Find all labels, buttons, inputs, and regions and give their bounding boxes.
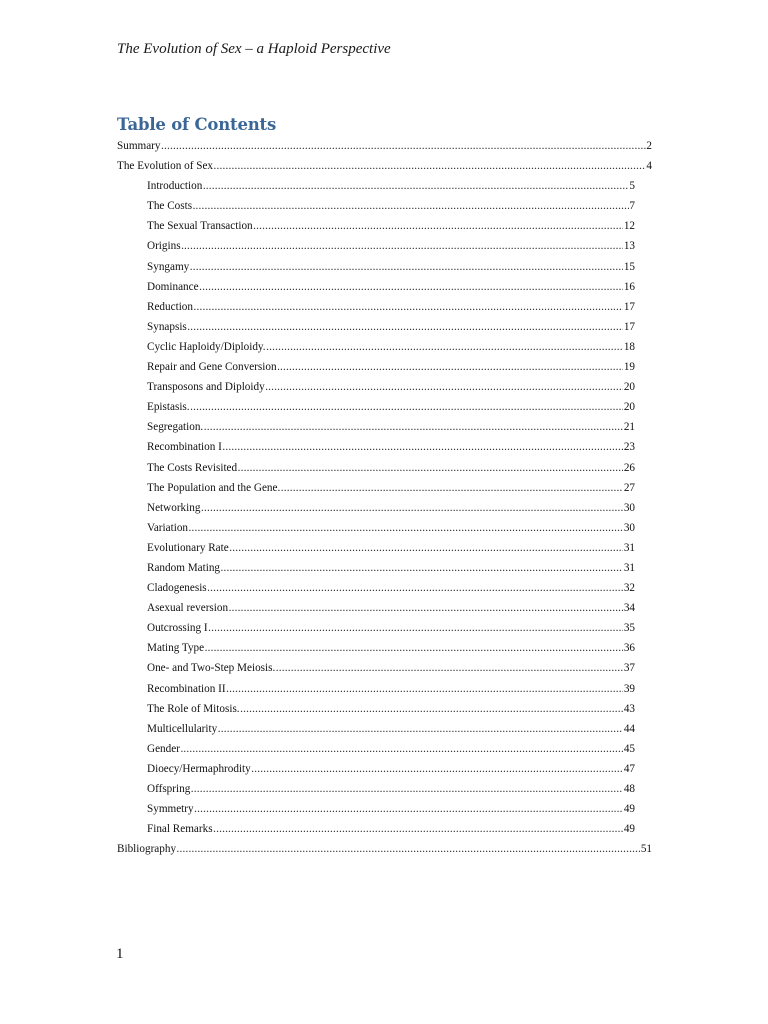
toc-dot-leader xyxy=(266,337,623,357)
toc-entry-label[interactable]: Summary xyxy=(117,140,161,152)
toc-entry-label[interactable]: Evolutionary Rate xyxy=(147,541,229,554)
toc-entry-page-number[interactable]: 12 xyxy=(623,220,635,233)
toc-dot-leader xyxy=(177,839,641,859)
toc-entry-page-number[interactable]: 20 xyxy=(623,381,635,394)
toc-entry[interactable] xyxy=(117,759,652,779)
toc-entry[interactable] xyxy=(117,719,652,739)
toc-entry-page-number[interactable]: 32 xyxy=(623,582,635,595)
toc-dot-leader xyxy=(201,498,623,518)
toc-entry-page-number[interactable]: 51 xyxy=(640,843,652,856)
toc-dot-leader xyxy=(181,236,623,256)
toc-entry-page-number[interactable]: 47 xyxy=(623,762,635,775)
toc-entry-page-number[interactable]: 4 xyxy=(646,160,652,173)
toc-dot-leader xyxy=(213,819,623,839)
toc-entry-page-number[interactable]: 20 xyxy=(623,401,635,414)
toc-entry[interactable] xyxy=(117,136,652,156)
toc-entry[interactable] xyxy=(117,558,652,578)
toc-entry-page-number[interactable]: 45 xyxy=(623,742,635,755)
toc-entry-page-number[interactable]: 17 xyxy=(623,300,635,313)
toc-dot-leader xyxy=(229,598,624,618)
toc-dot-leader xyxy=(161,136,646,156)
toc-dot-leader xyxy=(238,458,624,478)
toc-dot-leader xyxy=(281,478,624,498)
toc-dot-leader xyxy=(222,437,623,457)
toc-entry-page-number[interactable]: 23 xyxy=(623,441,635,454)
toc-entry-page-number[interactable]: 30 xyxy=(623,521,635,534)
toc-entry-page-number[interactable]: 26 xyxy=(623,461,635,474)
toc-entry[interactable] xyxy=(117,337,652,357)
toc-entry-label[interactable]: Recombination I xyxy=(147,441,222,454)
toc-entry[interactable] xyxy=(117,578,652,598)
toc-dot-leader xyxy=(221,558,624,578)
toc-entry[interactable] xyxy=(117,156,652,176)
toc-entry-label[interactable]: Mating Type xyxy=(147,642,205,655)
toc-entry-page-number[interactable]: 31 xyxy=(623,541,635,554)
toc-entry-label[interactable]: One- and Two-Step Meiosis. xyxy=(147,662,276,675)
toc-entry-label[interactable]: Reduction xyxy=(147,300,193,313)
toc-entry-page-number[interactable]: 44 xyxy=(623,722,635,735)
toc-entry[interactable] xyxy=(117,397,652,417)
toc-dot-leader xyxy=(240,699,623,719)
toc-entry[interactable] xyxy=(117,196,652,216)
toc-entry-label[interactable]: The Population and the Gene. xyxy=(147,481,281,494)
toc-entry-page-number[interactable]: 35 xyxy=(623,622,635,635)
toc-entry[interactable] xyxy=(117,417,652,437)
toc-entry[interactable] xyxy=(117,377,652,397)
toc-entry-label[interactable]: Cladogenesis xyxy=(147,582,207,595)
toc-dot-leader xyxy=(218,719,624,739)
toc-entry[interactable] xyxy=(117,598,652,618)
toc-title: Table of Contents xyxy=(117,115,277,134)
toc-dot-leader xyxy=(190,397,623,417)
toc-entry-page-number[interactable]: 19 xyxy=(623,361,635,374)
toc-entry-label[interactable]: Repair and Gene Conversion xyxy=(147,361,277,374)
toc-entry-label[interactable]: Random Mating xyxy=(147,561,221,574)
toc-entry[interactable] xyxy=(117,839,652,859)
toc-entry-page-number[interactable]: 48 xyxy=(623,783,635,795)
toc-dot-leader xyxy=(208,618,623,638)
toc-entry-label[interactable]: The Sexual Transaction xyxy=(147,220,253,233)
toc-entry-label[interactable]: Outcrossing I xyxy=(147,622,208,635)
toc-entry[interactable] xyxy=(117,236,652,256)
toc-entry-label[interactable]: Asexual reversion xyxy=(147,602,229,615)
toc-entry[interactable] xyxy=(117,478,652,498)
toc-entry-label[interactable]: Introduction xyxy=(147,180,203,193)
toc-entry-page-number[interactable]: 18 xyxy=(623,340,635,353)
toc-dot-leader xyxy=(276,658,624,678)
toc-entry-label[interactable]: Epistasis. xyxy=(147,401,190,414)
toc-dot-leader xyxy=(194,799,623,819)
toc-entry-page-number[interactable]: 37 xyxy=(623,662,635,675)
toc-dot-leader xyxy=(205,638,624,658)
toc-dot-leader xyxy=(251,759,623,779)
toc-entry[interactable] xyxy=(117,498,652,518)
toc-entry-page-number[interactable]: 30 xyxy=(623,501,635,514)
toc-dot-leader xyxy=(187,317,623,337)
toc-entry-label[interactable]: Networking xyxy=(147,501,201,514)
toc-dot-leader xyxy=(204,417,624,437)
toc-entry-label[interactable]: The Role of Mitosis. xyxy=(147,702,240,715)
toc-entry-label[interactable]: The Costs xyxy=(147,200,193,213)
toc-entry-page-number[interactable]: 2 xyxy=(646,140,652,152)
toc-entry-page-number[interactable]: 7 xyxy=(629,200,635,213)
toc-entry-label[interactable]: The Costs Revisited xyxy=(147,461,238,474)
toc-entry-label[interactable]: Origins xyxy=(147,240,181,253)
toc-dot-leader xyxy=(207,578,623,598)
toc-entry-label[interactable]: Bibliography xyxy=(117,843,177,856)
toc-entry-label[interactable]: Transposons and Diploidy xyxy=(147,381,265,394)
toc-entry[interactable] xyxy=(117,638,652,658)
toc-entry-label[interactable]: Offspring xyxy=(147,783,191,795)
toc-entry[interactable] xyxy=(117,658,652,678)
toc-entry-page-number[interactable]: 16 xyxy=(623,280,635,293)
toc-entry[interactable] xyxy=(117,357,652,377)
toc-dot-leader xyxy=(229,538,623,558)
toc-dot-leader xyxy=(277,357,623,377)
toc-entry-page-number[interactable]: 49 xyxy=(623,823,635,836)
toc-entry-label[interactable]: Symmetry xyxy=(147,803,194,816)
toc-entry-label[interactable]: Variation xyxy=(147,521,189,534)
toc-entry[interactable] xyxy=(117,458,652,478)
toc-entry-label[interactable]: Recombination II xyxy=(147,682,226,695)
toc-entry-page-number[interactable]: 27 xyxy=(623,481,635,494)
toc-dot-leader xyxy=(203,176,629,196)
toc-entry-page-number[interactable]: 5 xyxy=(629,180,635,193)
running-header: The Evolution of Sex – a Haploid Perspective xyxy=(117,41,391,57)
toc-entry-page-number[interactable]: 31 xyxy=(623,561,635,574)
toc-dot-leader xyxy=(265,377,623,397)
toc-entry[interactable] xyxy=(117,257,652,277)
toc-entry-label[interactable]: The Evolution of Sex xyxy=(117,160,214,173)
toc-entry-page-number[interactable]: 36 xyxy=(623,642,635,655)
toc-entry[interactable] xyxy=(117,739,652,759)
toc-list xyxy=(117,136,652,859)
toc-entry[interactable] xyxy=(117,176,652,196)
toc-entry-page-number[interactable]: 49 xyxy=(623,803,635,816)
toc-dot-leader xyxy=(190,257,624,277)
toc-entry[interactable] xyxy=(117,779,652,799)
toc-entry[interactable] xyxy=(117,216,652,236)
toc-entry-page-number[interactable]: 17 xyxy=(623,320,635,333)
toc-entry-page-number[interactable]: 43 xyxy=(623,702,635,715)
toc-dot-leader xyxy=(189,518,624,538)
toc-dot-leader xyxy=(253,216,623,236)
toc-entry-label[interactable]: Dominance xyxy=(147,280,199,293)
toc-entry-page-number[interactable]: 13 xyxy=(623,240,635,253)
toc-entry-label[interactable]: Synapsis xyxy=(147,320,187,333)
toc-entry-page-number[interactable]: 39 xyxy=(623,682,635,695)
toc-entry-label[interactable]: Segregation. xyxy=(147,421,204,434)
toc-dot-leader xyxy=(199,277,623,297)
toc-entry-label[interactable]: Final Remarks xyxy=(147,823,213,836)
toc-entry[interactable] xyxy=(117,819,652,839)
toc-entry-label[interactable]: Cyclic Haploidy/Diploidy. xyxy=(147,340,266,353)
toc-dot-leader xyxy=(214,156,646,176)
toc-entry[interactable] xyxy=(117,799,652,819)
toc-entry[interactable] xyxy=(117,699,652,719)
toc-entry-page-number[interactable]: 34 xyxy=(623,602,635,615)
toc-dot-leader xyxy=(193,196,629,216)
toc-entry[interactable] xyxy=(117,518,652,538)
toc-entry[interactable] xyxy=(117,317,652,337)
toc-entry-label[interactable]: Gender xyxy=(147,742,180,755)
toc-dot-leader xyxy=(180,739,623,759)
toc-entry[interactable] xyxy=(117,679,652,699)
toc-dot-leader xyxy=(194,297,624,317)
toc-entry-page-number[interactable]: 21 xyxy=(623,421,635,434)
toc-entry-label[interactable]: Syngamy xyxy=(147,260,190,273)
toc-entry[interactable] xyxy=(117,437,652,457)
toc-entry[interactable] xyxy=(117,538,652,558)
toc-entry-label[interactable]: Dioecy/Hermaphrodity xyxy=(147,762,251,775)
page-number: 1 xyxy=(116,946,124,962)
toc-entry[interactable] xyxy=(117,277,652,297)
toc-dot-leader xyxy=(191,779,624,799)
toc-dot-leader xyxy=(226,679,623,699)
toc-entry[interactable] xyxy=(117,618,652,638)
toc-entry[interactable] xyxy=(117,297,652,317)
toc-entry-page-number[interactable]: 15 xyxy=(623,260,635,273)
toc-entry-label[interactable]: Multicellularity xyxy=(147,722,218,735)
